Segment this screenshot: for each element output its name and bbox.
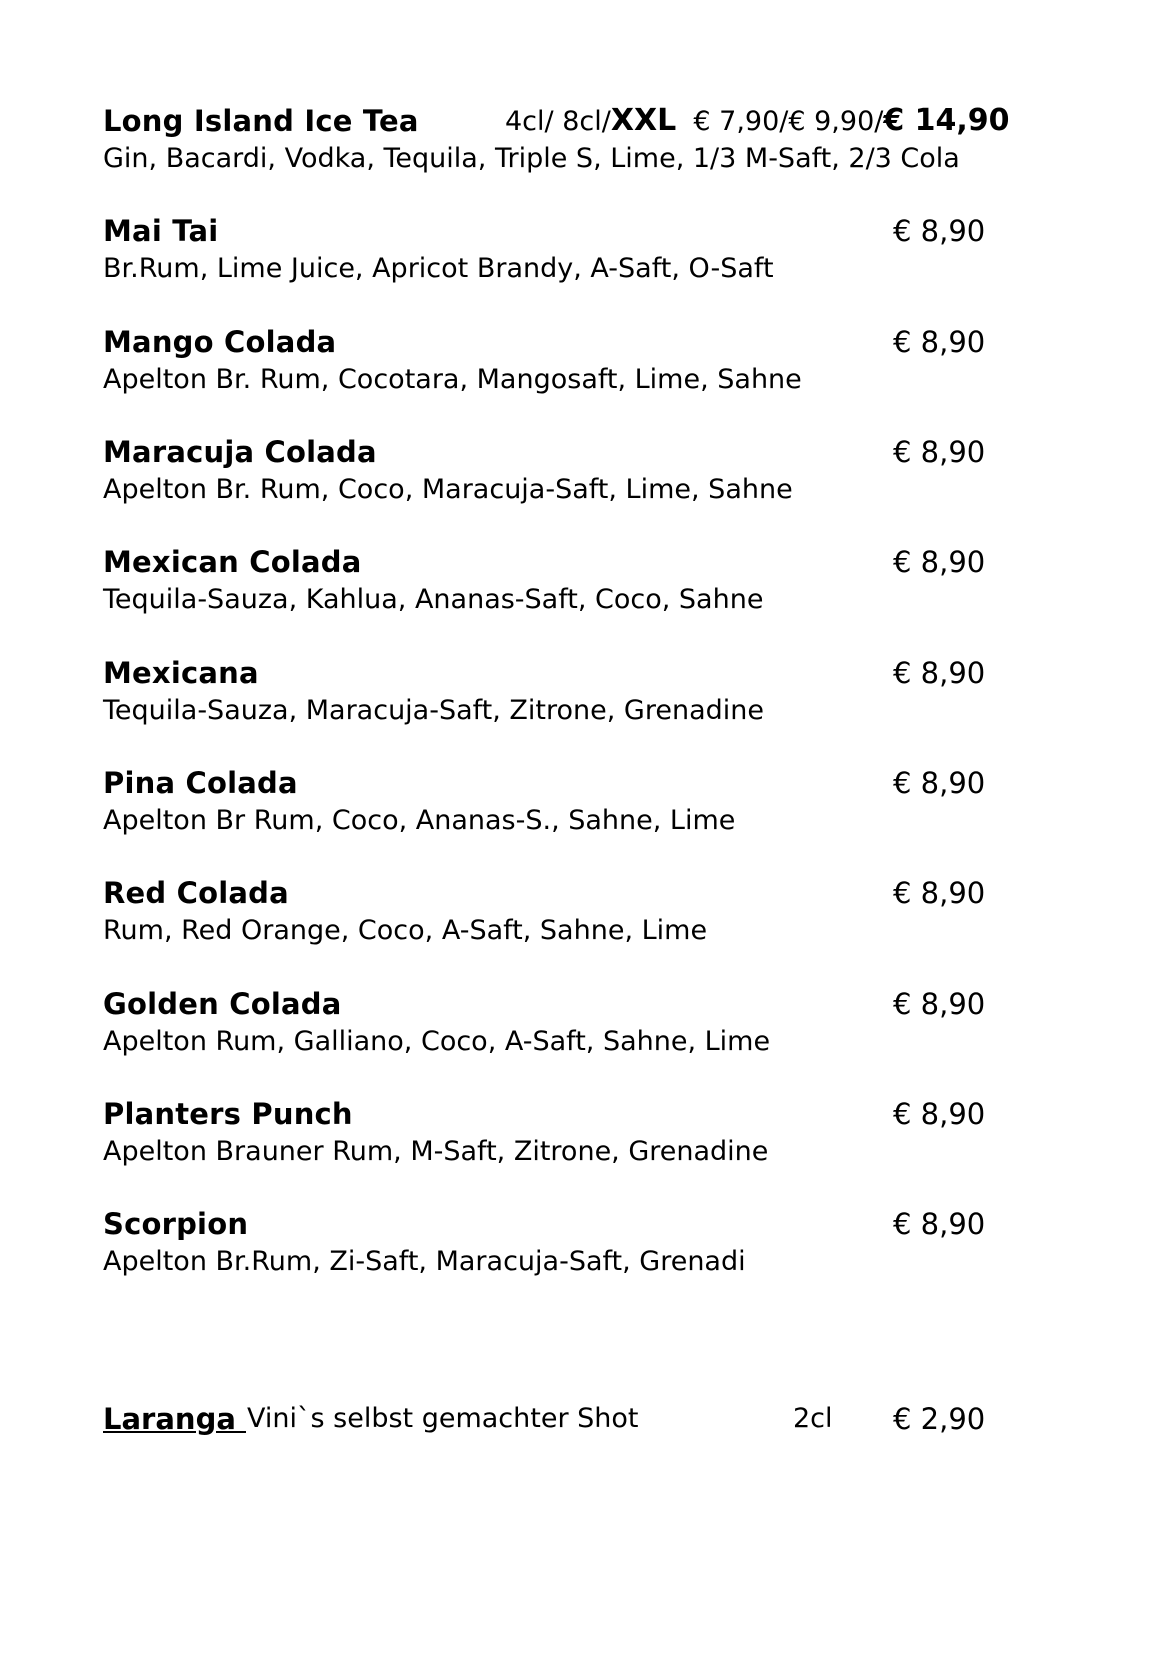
item-ingredients: Apelton Br. Rum, Cocotara, Mangosaft, Lime, Sahne <box>103 364 802 395</box>
item-name: Mexican Colada <box>103 545 362 579</box>
item-price: € 8,90 <box>893 545 986 579</box>
sizes-prefix: 4cl/ 8cl/ <box>505 106 611 137</box>
item-name: Mai Tai <box>103 214 219 248</box>
item-price: € 8,90 <box>893 1097 986 1131</box>
item-ingredients: Rum, Red Orange, Coco, A-Saft, Sahne, Lime <box>103 915 708 946</box>
item-price: € 8,90 <box>893 435 986 469</box>
shot-item <box>103 1402 1043 1442</box>
item-ingredients: Apelton Br. Rum, Coco, Maracuja-Saft, Lime, Sahne <box>103 474 793 505</box>
item-price: € 8,90 <box>893 325 986 359</box>
item-ingredients: Tequila-Sauza, Kahlua, Ananas-Saft, Coco, Sahne <box>103 584 764 615</box>
item-price: € 8,90 <box>893 766 986 800</box>
item-price: € 8,90 <box>893 1207 986 1241</box>
item-ingredients: Gin, Bacardi, Vodka, Tequila, Triple S, Lime, 1/3 M-Saft, 2/3 Cola <box>103 143 960 174</box>
item-name: Pina Colada <box>103 766 298 800</box>
item-ingredients: Tequila-Sauza, Maracuja-Saft, Zitrone, Grenadine <box>103 695 764 726</box>
item-price: € 8,90 <box>893 656 986 690</box>
shot-size: 2cl <box>793 1403 833 1434</box>
shot-description: Vini`s selbst gemachter Shot <box>247 1403 639 1434</box>
item-name: Scorpion <box>103 1207 249 1241</box>
item-price: € 8,90 <box>893 876 986 910</box>
item-name: Mango Colada <box>103 325 337 359</box>
item-ingredients: Apelton Br Rum, Coco, Ananas-S., Sahne, Lime <box>103 805 736 836</box>
item-ingredients: Br.Rum, Lime Juice, Apricot Brandy, A-Saft, O-Saft <box>103 253 774 284</box>
prices-bold: € 14,90 <box>883 103 1010 138</box>
item-name: Planters Punch <box>103 1097 353 1131</box>
item-ingredients: Apelton Rum, Galliano, Coco, A-Saft, Sahne, Lime <box>103 1026 771 1057</box>
item-name: Golden Colada <box>103 987 342 1021</box>
item-price: € 8,90 <box>893 214 986 248</box>
item-name: Red Colada <box>103 876 289 910</box>
prices-prefix: € 7,90/€ 9,90/ <box>693 106 884 137</box>
shot-name: Laranga <box>103 1402 246 1436</box>
item-name: Mexicana <box>103 656 259 690</box>
item-name: Maracuja Colada <box>103 435 377 469</box>
item-ingredients: Apelton Br.Rum, Zi-Saft, Maracuja-Saft, Grenadi <box>103 1246 746 1277</box>
item-ingredients: Apelton Brauner Rum, M-Saft, Zitrone, Grenadine <box>103 1136 769 1167</box>
item-name: Long Island Ice Tea <box>103 104 419 138</box>
shot-price: € 2,90 <box>893 1402 986 1436</box>
item-sizes-and-prices <box>505 104 1010 139</box>
sizes-bold: XXL <box>610 103 677 138</box>
item-price: € 8,90 <box>893 987 986 1021</box>
